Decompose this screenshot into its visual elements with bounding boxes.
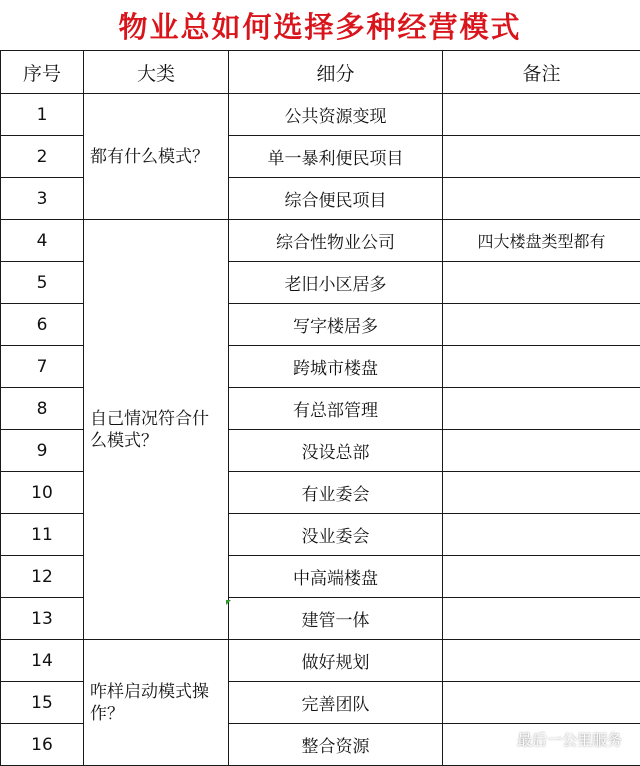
table-header-row	[1, 51, 640, 94]
detail-cell: 写字楼居多	[229, 304, 443, 346]
row-index: 8	[1, 388, 84, 430]
note-cell	[443, 388, 640, 430]
row-index: 7	[1, 346, 84, 388]
category-cell: 自己情况符合什么模式？	[84, 220, 229, 640]
note-cell	[443, 178, 640, 220]
header-index: 序号	[1, 51, 84, 94]
note-cell	[443, 598, 640, 640]
note-cell	[443, 556, 640, 598]
row-index: 5	[1, 262, 84, 304]
row-index: 15	[1, 682, 84, 724]
note-cell	[443, 262, 640, 304]
row-index: 11	[1, 514, 84, 556]
row-index: 2	[1, 136, 84, 178]
row-index: 1	[1, 94, 84, 136]
row-index: 3	[1, 178, 84, 220]
header-category: 大类	[84, 51, 229, 94]
detail-cell: 完善团队	[229, 682, 443, 724]
row-index: 16	[1, 724, 84, 766]
note-cell	[443, 682, 640, 724]
detail-cell: 做好规划	[229, 640, 443, 682]
detail-cell: 综合性物业公司	[229, 220, 443, 262]
note-cell	[443, 640, 640, 682]
table-row	[1, 94, 640, 136]
detail-cell: 中高端楼盘	[229, 556, 443, 598]
detail-cell: 没业委会	[229, 514, 443, 556]
row-index: 10	[1, 472, 84, 514]
note-cell	[443, 136, 640, 178]
detail-cell: 综合便民项目	[229, 178, 443, 220]
header-detail: 细分	[229, 51, 443, 94]
row-index: 9	[1, 430, 84, 472]
watermark	[485, 728, 622, 750]
note-cell	[443, 94, 640, 136]
row-index: 12	[1, 556, 84, 598]
note-cell	[443, 430, 640, 472]
header-note: 备注	[443, 51, 640, 94]
note-cell	[443, 346, 640, 388]
detail-cell: 公共资源变现	[229, 94, 443, 136]
note-cell	[443, 514, 640, 556]
note-cell	[443, 472, 640, 514]
category-cell: 咋样启动模式操作？	[84, 640, 229, 766]
row-index: 4	[1, 220, 84, 262]
detail-cell: 跨城市楼盘	[229, 346, 443, 388]
detail-cell: 有总部管理	[229, 388, 443, 430]
wechat-icon	[485, 728, 511, 750]
detail-cell: 单一暴利便民项目	[229, 136, 443, 178]
category-cell: 都有什么模式？	[84, 94, 229, 220]
table-row	[1, 220, 640, 262]
detail-cell: 整合资源	[229, 724, 443, 766]
page-title: 物业总如何选择多种经营模式	[0, 0, 640, 50]
row-index: 14	[1, 640, 84, 682]
mode-table	[0, 50, 640, 766]
detail-cell: 有业委会	[229, 472, 443, 514]
row-index: 13	[1, 598, 84, 640]
table-row	[1, 640, 640, 682]
watermark-text: 最后一公里服务	[517, 729, 622, 750]
detail-cell: 老旧小区居多	[229, 262, 443, 304]
cell-comment-marker	[226, 600, 231, 605]
row-index: 6	[1, 304, 84, 346]
note-cell: 四大楼盘类型都有	[443, 220, 640, 262]
detail-cell: 没设总部	[229, 430, 443, 472]
detail-cell: 建管一体	[229, 598, 443, 640]
note-cell	[443, 304, 640, 346]
